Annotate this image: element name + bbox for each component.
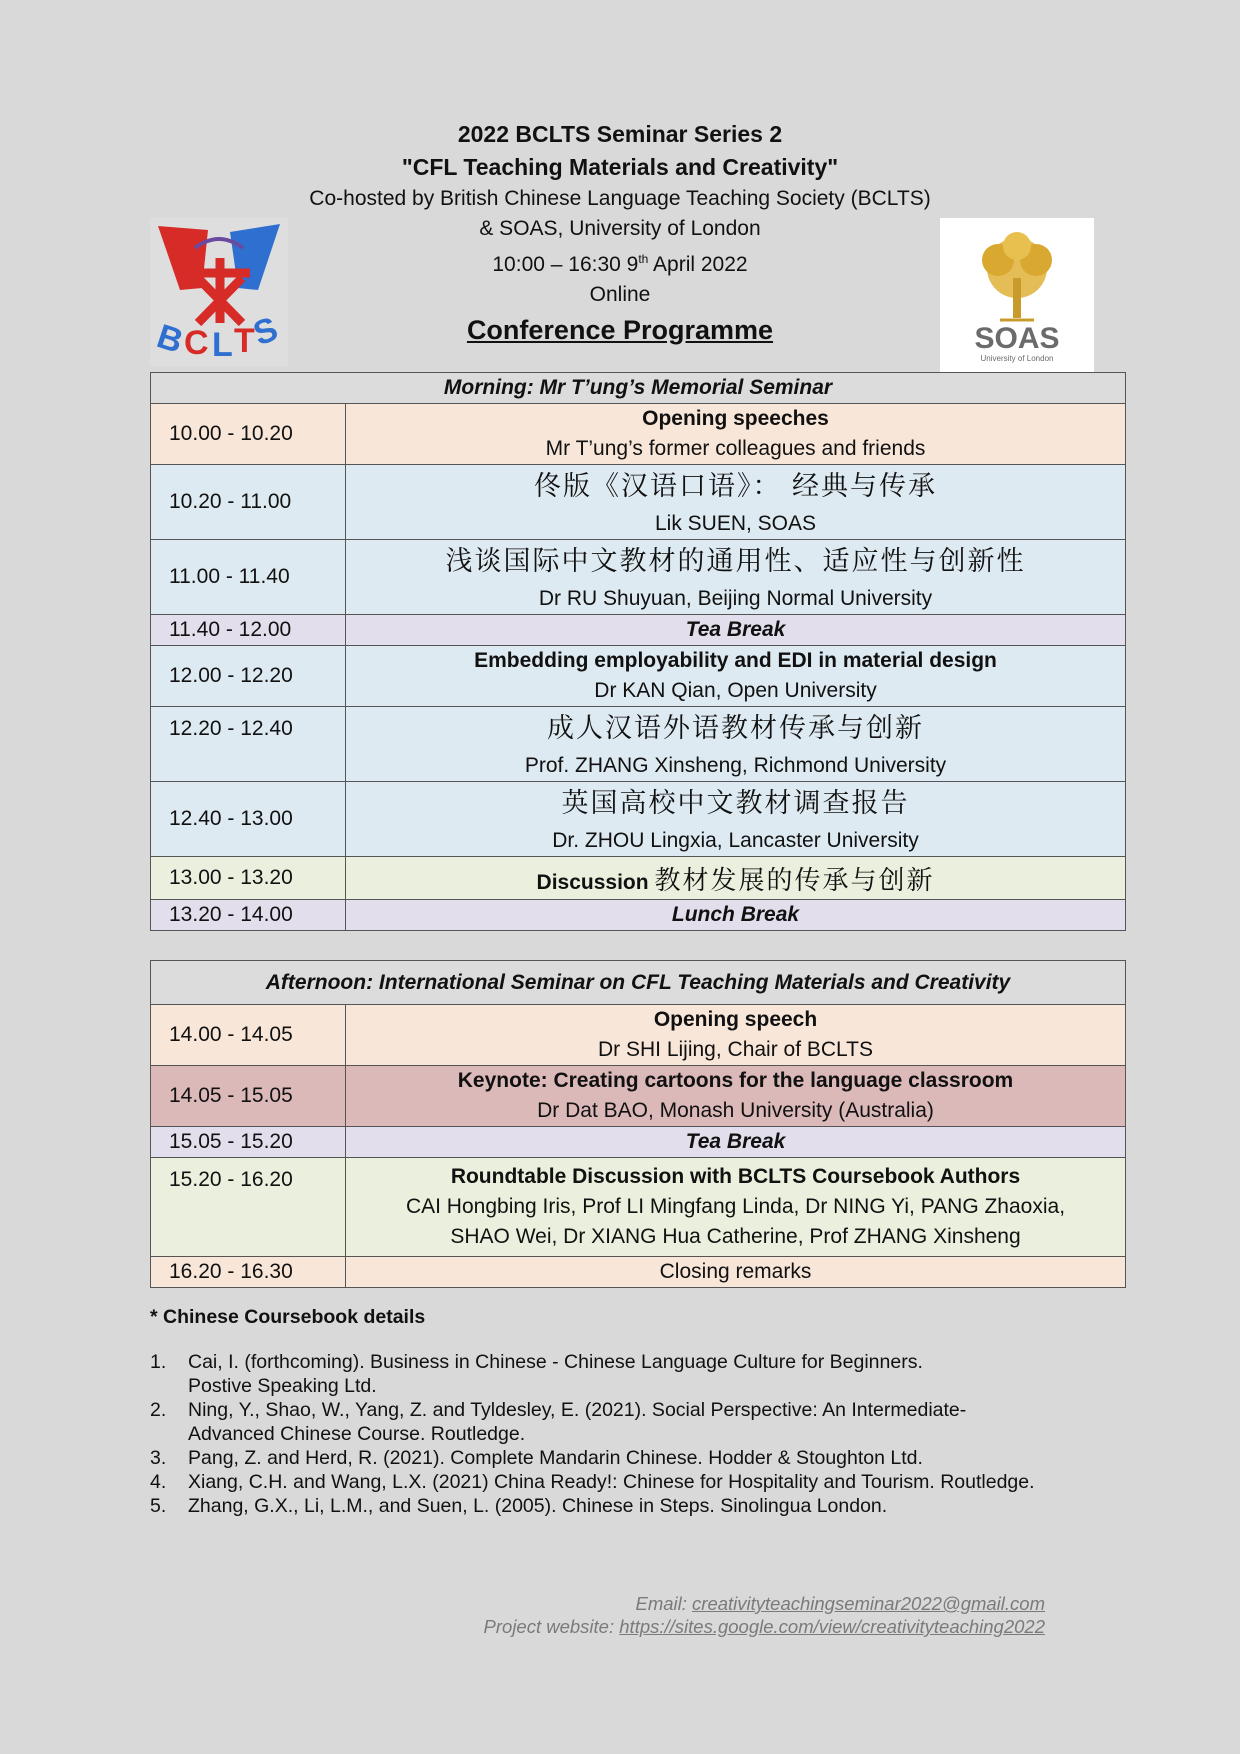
table-row (151, 900, 1126, 931)
table-row (151, 857, 1126, 900)
time-cell: 11.40 - 12.00 (151, 615, 346, 646)
contact-footer (484, 1592, 1045, 1638)
content-cell: Lunch Break (346, 900, 1126, 931)
time-cell: 13.20 - 14.00 (151, 900, 346, 931)
time-cell: 14.05 - 15.05 (151, 1066, 346, 1127)
time-cell: 10.20 - 11.00 (151, 465, 346, 540)
afternoon-programme-table (150, 960, 1126, 1288)
coursebook-list (150, 1350, 1110, 1518)
morning-programme-table (150, 372, 1126, 931)
time-cell: 14.00 - 14.05 (151, 1005, 346, 1066)
content-cell: Keynote: Creating cartoons for the language classroom Dr Dat BAO, Monash University (Australia) (346, 1066, 1126, 1127)
morning-session-title: Morning: Mr T’ung’s Memorial Seminar (151, 373, 1126, 404)
time-cell: 12.40 - 13.00 (151, 782, 346, 857)
coursebook-notes (150, 1306, 1110, 1518)
table-row (151, 540, 1126, 615)
list-item: 2. Ning, Y., Shao, W., Yang, Z. and Tyldesley, E. (2021). Social Perspective: An Intermediate- Advanced Chinese Course. Routledge. (150, 1399, 967, 1445)
content-cell: Opening speech Dr SHI Lijing, Chair of BCLTS (346, 1005, 1126, 1066)
content-cell: 英国高校中文教材调查报告 Dr. ZHOU Lingxia, Lancaster University (346, 782, 1126, 857)
email-link[interactable]: creativityteachingseminar2022@gmail.com (692, 1593, 1045, 1614)
svg-text:University of London: University of London (980, 354, 1054, 363)
time-cell: 12.20 - 12.40 (151, 707, 346, 782)
time-cell: 16.20 - 16.30 (151, 1257, 346, 1288)
table-row (151, 1005, 1126, 1066)
table-row (151, 707, 1126, 782)
content-cell: Discussion 教材发展的传承与创新 (346, 857, 1126, 900)
content-cell: Roundtable Discussion with BCLTS Coursebook Authors CAI Hongbing Iris, Prof LI Mingfang Linda, Dr NING Yi, PANG Zhaoxia, SHAO Wei, Dr XIANG Hua Catherine, Prof ZHANG Xinsheng (346, 1158, 1126, 1257)
list-item: 4. Xiang, C.H. and Wang, L.X. (2021) China Ready!: Chinese for Hospitality and Tourism. Routledge. (150, 1471, 1035, 1493)
time-cell: 13.00 - 13.20 (151, 857, 346, 900)
event-datetime: 10:00 – 16:30 9th April 2022 (492, 252, 748, 276)
time-cell: 15.05 - 15.20 (151, 1127, 346, 1158)
svg-text:T: T (234, 322, 255, 360)
time-cell: 10.00 - 10.20 (151, 404, 346, 465)
list-item: 3. Pang, Z. and Herd, R. (2021). Complete Mandarin Chinese. Hodder & Stoughton Ltd. (150, 1447, 923, 1469)
afternoon-session-title: Afternoon: International Seminar on CFL Teaching Materials and Creativity (151, 961, 1126, 1005)
seminar-title: "CFL Teaching Materials and Creativity" (401, 154, 839, 180)
svg-text:S: S (248, 309, 283, 354)
svg-text:C: C (184, 324, 209, 362)
list-item: 1. Cai, I. (forthcoming). Business in Chinese - Chinese Language Culture for Beginners. Postive Speaking Ltd. (150, 1351, 923, 1397)
content-cell: 佟版《汉语口语》： 经典与传承 Lik SUEN, SOAS (346, 465, 1126, 540)
time-cell: 11.00 - 11.40 (151, 540, 346, 615)
content-cell: Tea Break (346, 615, 1126, 646)
list-item: 5. Zhang, G.X., Li, L.M., and Suen, L. (2005). Chinese in Steps. Sinolingua London. (150, 1495, 888, 1517)
table-row (151, 404, 1126, 465)
email-line: Email: creativityteachingseminar2022@gmail.com (635, 1593, 1045, 1614)
bclts-logo (150, 218, 288, 366)
svg-text:B: B (152, 317, 188, 361)
table-row (151, 465, 1126, 540)
content-cell: Opening speeches Mr T’ung’s former colleagues and friends (346, 404, 1126, 465)
series-title: 2022 BCLTS Seminar Series 2 (457, 121, 783, 147)
svg-text:L: L (212, 326, 233, 364)
session-header-row (151, 373, 1126, 404)
content-cell: 浅谈国际中文教材的通用性、适应性与创新性 Dr RU Shuyuan, Beijing Normal University (346, 540, 1126, 615)
time-cell: 15.20 - 16.20 (151, 1158, 346, 1257)
table-row (151, 646, 1126, 707)
table-row (151, 1066, 1126, 1127)
website-link[interactable]: https://sites.google.com/view/creativityteaching2022 (619, 1616, 1045, 1637)
time-cell: 12.00 - 12.20 (151, 646, 346, 707)
content-cell: Tea Break (346, 1127, 1126, 1158)
session-header-row (151, 961, 1126, 1005)
notes-heading: * Chinese Coursebook details (150, 1306, 426, 1328)
website-line: Project website: https://sites.google.com/view/creativityteaching2022 (483, 1616, 1045, 1637)
soas-logo (940, 218, 1094, 372)
table-row (151, 1127, 1126, 1158)
table-row (151, 1158, 1126, 1257)
cohost-line-2: & SOAS, University of London (479, 217, 761, 240)
content-cell: Closing remarks (346, 1257, 1126, 1288)
content-cell: 成人汉语外语教材传承与创新 Prof. ZHANG Xinsheng, Richmond University (346, 707, 1126, 782)
svg-text:SOAS: SOAS (974, 322, 1060, 355)
programme-heading: Conference Programme (466, 315, 774, 345)
cohost-line: Co-hosted by British Chinese Language Teaching Society (BCLTS) (309, 187, 931, 210)
table-row (151, 615, 1126, 646)
event-mode: Online (589, 283, 651, 306)
table-row (151, 782, 1126, 857)
content-cell: Embedding employability and EDI in material design Dr KAN Qian, Open University (346, 646, 1126, 707)
table-row (151, 1257, 1126, 1288)
